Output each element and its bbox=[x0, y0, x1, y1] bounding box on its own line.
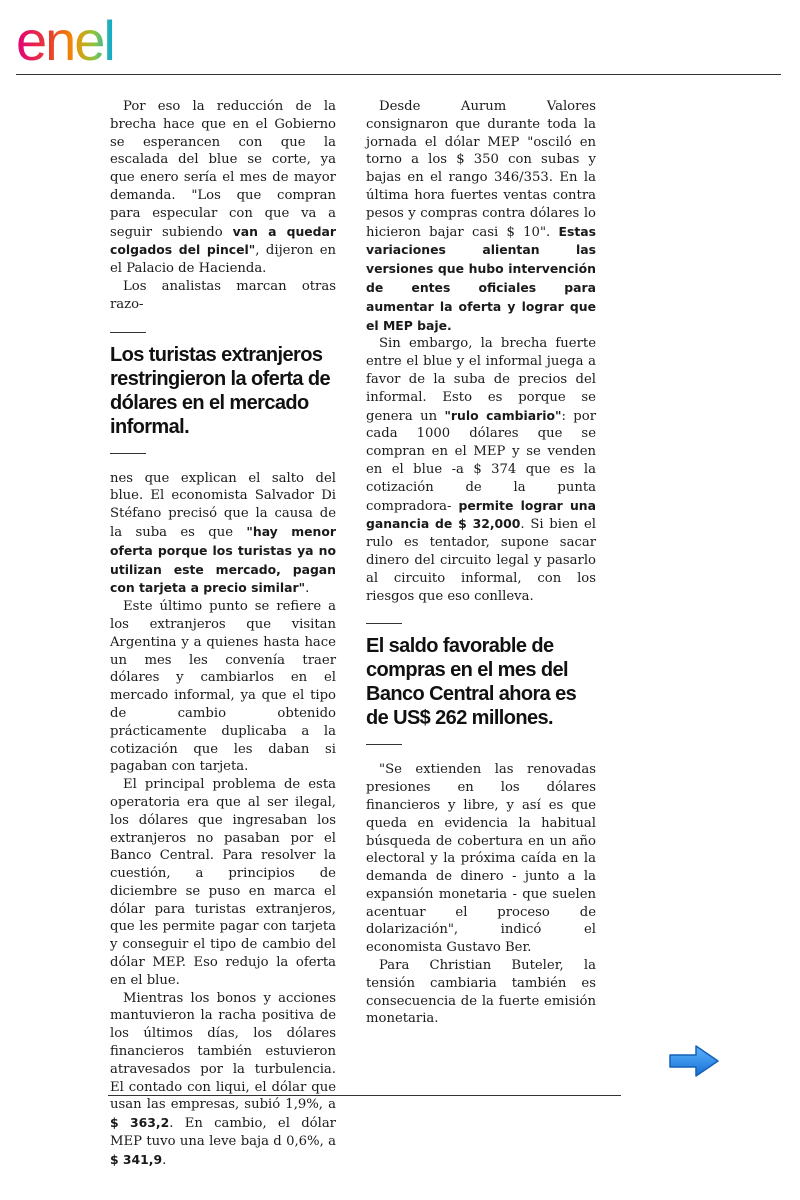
paragraph: Sin embargo, la brecha fuerte entre el blue y el informal juega a favor de la suba de precios del informal. Esto es porque se genera un "rulo cambiario": por cada 1000 dólares que se compran en el MEP y se venden en el blue -a $ 374 que es la cotización de la punta compradora- permite lograr una ganancia de $ 32,000. Si bien el rulo es tentador, supone sacar dinero del circuito legal y pasarlo al circuito informal, con los riesgos que eso conlleva. bbox=[366, 336, 596, 604]
subhead-tourists: Los turistas extranjeros restringieron la oferta de dólares en el mercado informal. bbox=[110, 343, 331, 438]
subhead-divider-bottom bbox=[110, 453, 146, 454]
paragraph: Por eso la reducción de la brecha hace que en el Gobierno se esperancen con que la escalada del blue se corte, ya que enero sería el mes de mayor demanda. "Los que compran para especular con que va a seguir subiendo van a quedar colgados del pincel", dijeron en el Palacio de Hacienda. bbox=[110, 99, 337, 277]
paragraph: Mientras los bonos y acciones mantuvieron la racha positiva de los últimos días, los dólares financieros también estuvieron atravesados por la turbulencia. El contado con liqui, el dólar que usan las empresas, subió 1,9%, a $ 363,2. En cambio, el dólar MEP tuvo una leve baja d 0,6%, a $ 341,9. bbox=[110, 990, 336, 1168]
footer-divider bbox=[108, 1095, 621, 1096]
paragraph: Este último punto se refiere a los extranjeros que visitan Argentina y a quienes hasta hace un mes les convenía traer dólares y cambiarlos en el mercado informal, ya que el tipo de cambio obtenido prácticamente duplicaba a la cotización que les daban si pagaban con tarjeta. bbox=[110, 599, 336, 775]
subhead-divider-top bbox=[110, 332, 146, 333]
paragraph: Los analistas marcan otras razo- bbox=[110, 278, 336, 312]
arrow-right-icon[interactable] bbox=[668, 1044, 720, 1078]
article-column-right bbox=[366, 98, 596, 1028]
paragraph: Desde Aurum Valores consignaron que durante toda la jornada el dólar MEP "osciló en torno a los $ 350 con subas y bajas en el rango 346/353. En la última hora fuertes ventas contra pesos y compras contra dólares lo hicieron bajar casi $ 10". Estas variaciones alientan las versiones que hubo intervención de entes oficiales para aumentar la oferta y lograr que el MEP baje. bbox=[366, 99, 596, 333]
subhead-divider-bottom bbox=[366, 744, 402, 745]
page-header bbox=[0, 0, 800, 76]
subhead-divider-top bbox=[366, 623, 402, 624]
enel-logo bbox=[16, 14, 176, 70]
article-column-left bbox=[110, 98, 336, 1170]
paragraph: nes que explican el salto del blue. El economista Salvador Di Stéfano precisó que la causa de la suba es que "hay menor oferta porque los turistas ya no utilizan este mercado, pagan con tarjeta a precio similar". bbox=[110, 470, 336, 597]
paragraph: El principal problema de esta operatoria era que al ser ilegal, los dólares que ingresaban los extranjeros no pasaban por el Banco Central. Para resolver la cuestión, a principios de diciembre se puso en marca el dólar para turistas extranjeros, que les permite pagar con tarjeta y conseguir el tipo de cambio del dólar MEP. Eso redujo la oferta en el blue. bbox=[110, 777, 336, 988]
paragraph: Para Christian Buteler, la tensión cambiaria también es consecuencia de la fuerte emisión monetaria. bbox=[366, 958, 596, 1027]
paragraph: "Se extienden las renovadas presiones en los dólares financieros y libre, y así es que queda en evidencia la habitual búsqueda de cobertura en un año electoral y la próxima caída en la demanda de dinero - junto a la expansión monetaria - que suelen acentuar el proceso de dolarización", indicó el economista Gustavo Ber. bbox=[366, 762, 596, 956]
enel-logo-text: enel bbox=[16, 14, 114, 70]
subhead-central-bank: El saldo favorable de compras en el mes del Banco Central ahora es de US$ 262 millones. bbox=[366, 635, 577, 730]
header-divider bbox=[16, 74, 781, 75]
